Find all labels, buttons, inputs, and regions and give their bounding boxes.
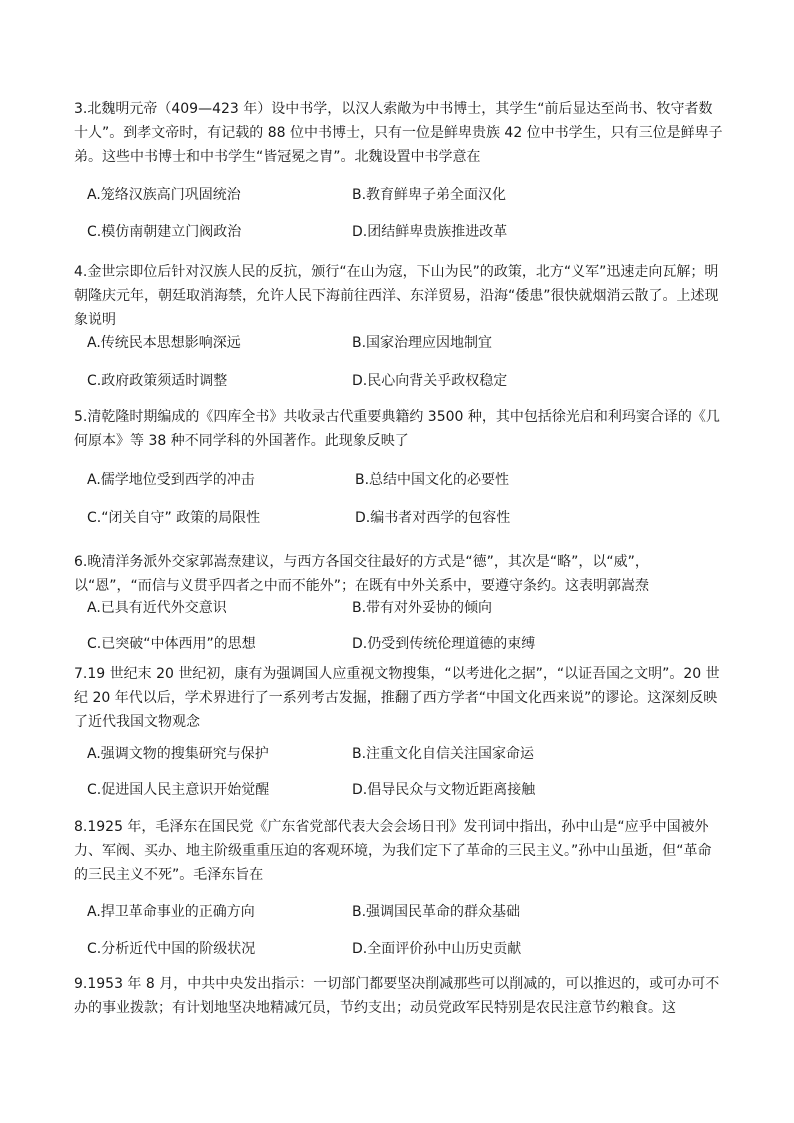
question-6-option-d: D.仍受到传统伦理道德的束缚 <box>352 636 536 652</box>
question-8-option-b: B.强调国民革命的群众基础 <box>352 904 521 920</box>
question-4-option-a: A.传统民本思想影响深远 <box>87 335 241 351</box>
question-7-option-c: C.促进国人民主意识开始觉醒 <box>87 782 270 798</box>
question-5-stem: 5.清乾隆时期编成的《四库全书》共收录古代重要典籍约 3500 种，其中包括徐光启和利玛窦合译的《几何原本》等 38 种不同学科的外国著作。此现象反映了 <box>74 409 720 449</box>
question-8-option-d: D.全面评价孙中山历史贡献 <box>352 941 522 957</box>
question-6-option-c: C.已突破“中体西用”的思想 <box>87 636 256 652</box>
question-6-option-b: B.带有对外妥协的倾向 <box>352 600 493 616</box>
question-7-stem: 7.19 世纪末 20 世纪初，康有为强调国人应重视文物搜集，“以考进化之据”，“以证吾国之文明”。20 世纪 20 年代以后，学术界进行了一系列考古发掘，推翻了西方学者“中国文化西来说”的谬论。这深刻反映了近代我国文物观念 <box>74 666 720 730</box>
question-3-option-c: C.模仿南朝建立门阀政治 <box>87 224 242 240</box>
question-5-option-c: C.“闭关自守” 政策的局限性 <box>87 510 261 526</box>
question-4-stem: 4.金世宗即位后针对汉族人民的反抗，颁行“在山为寇，下山为民”的政策，北方“义军”迅速走向瓦解；明朝隆庆元年，朝廷取消海禁，允许人民下海前往西洋、东洋贸易，沿海“倭患”很快就烟消云散了。上述现象说明 <box>74 264 719 328</box>
question-4-option-c: C.政府政策须适时调整 <box>87 373 228 389</box>
question-6-option-a: A.已具有近代外交意识 <box>87 600 227 616</box>
question-7-option-b: B.注重文化自信关注国家命运 <box>352 746 535 762</box>
question-7-option-d: D.倡导民众与文物近距离接触 <box>352 782 536 798</box>
question-8-stem: 8.1925 年，毛泽东在国民党《广东省党部代表大会会场日刊》发刊词中指出，孙中山是“应乎中国被外力、军阀、买办、地主阶级重重压迫的客观环境，为我们定下了革命的三民主义。”孙中山虽逝，但“革命的三民主义不死”。毛泽东旨在 <box>74 819 712 883</box>
question-3-option-a: A.笼络汉族高门巩固统治 <box>87 187 241 203</box>
question-7-option-a: A.强调文物的搜集研究与保护 <box>87 746 269 762</box>
question-5-option-d: D.编书者对西学的包容性 <box>355 510 511 526</box>
question-3-option-d: D.团结鲜卑贵族推进改革 <box>352 224 508 240</box>
question-9-stem: 9.1953 年 8 月，中共中央发出指示：一切部门都要坚决削减那些可以削减的，可以推迟的，或可办可不办的事业拨款；有计划地坚决地精减冗员，节约支出；动员党政军民特别是农民注意节约粮食。这 <box>74 976 720 1016</box>
question-3-stem: 3.北魏明元帝（409—423 年）设中书学，以汉人索敞为中书博士，其学生“前后显达至尚书、牧守者数十人”。到孝文帝时，有记载的 88 位中书博士，只有一位是鲜卑贵族 42 位中书学生，只有三位是鲜卑子弟。这些中书博士和中书学生“皆冠冕之胄”。北魏设置中书学意在 <box>74 101 723 165</box>
question-5-option-b: B.总结中国文化的必要性 <box>355 472 510 488</box>
question-6-stem: 6.晚清洋务派外交家郭嵩焘建议，与西方各国交往最好的方式是“德”，其次是“略”，以“威”，以“恩”，“而信与义贯乎四者之中而不能外”；在既有中外关系中，要遵守条约。这表明郭嵩焘 <box>74 554 650 594</box>
question-8-option-c: C.分析近代中国的阶级状况 <box>87 941 256 957</box>
question-8-option-a: A.捍卫革命事业的正确方向 <box>87 904 255 920</box>
question-4-option-d: D.民心向背关乎政权稳定 <box>352 373 508 389</box>
question-5-option-a: A.儒学地位受到西学的冲击 <box>87 472 255 488</box>
question-3-option-b: B.教育鲜卑子弟全面汉化 <box>352 187 507 203</box>
question-4-option-b: B.国家治理应因地制宜 <box>352 335 493 351</box>
